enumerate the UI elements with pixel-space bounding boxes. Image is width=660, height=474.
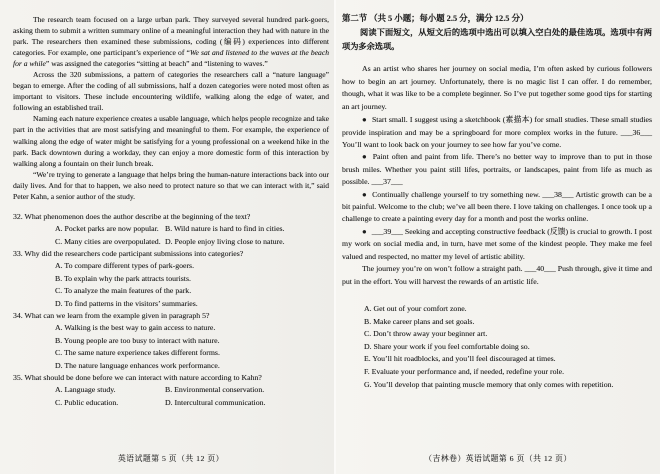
question-stem: 35. What should be done before we can interact with nature according to Kahn?	[13, 373, 262, 383]
cloze-option-list	[342, 303, 652, 391]
question-list	[13, 211, 329, 410]
passage-paragraph-3: Naming each nature experience creates a usable language, which helps people recognize and take part in the activities that are most satisfying and meaningful to them. For example, the experience of walking along the edge of water might be satisfying for a young professional on a weekend hike in the park. Back downtown during a workday, they can enjoy a more domestic form of this interaction by walking along a fountain on their lunch break.	[13, 114, 330, 168]
question-option: A. To compare different types of park-goers.	[55, 261, 195, 271]
question-options	[13, 384, 329, 409]
question-option: B. To explain why the park attracts tourists.	[55, 273, 191, 283]
question-32	[13, 211, 329, 248]
question-options	[13, 322, 329, 372]
cloze-bullet-4	[342, 226, 652, 263]
reading-passage	[13, 14, 329, 202]
question-option: A. Walking is the best way to gain access to nature.	[55, 323, 216, 333]
cloze-passage	[342, 63, 652, 289]
question-option: D. Intercultural communication.	[165, 397, 266, 407]
cloze-intro-paragraph: As an artist who shares her journey on social media, I’m often asked by curious followers how to begin an art journey. Unfortunately, there is no magic list I can offer. I do remember, though, what it was like to be a complete beginner. So I’ve put together some good tips for starting an art journey.	[342, 63, 652, 112]
cloze-option-g: G. You’ll develop that painting muscle memory that only comes with repetition.	[364, 379, 614, 389]
paragraph-text: The research team focused on a large urban park. They surveyed several hundred park-goers, asking them to submit a written summary online of a meaningful interaction they had with nature in the park. The researchers then examined these submissions, coding (编码) experiences into different categories. For example, one participant’s experience of “	[13, 15, 329, 58]
question-option: D. To find patterns in the visitors’ summaries.	[55, 298, 198, 308]
bullet-icon: ●	[362, 152, 368, 162]
question-option: C. Many cities are overpopulated.	[55, 236, 161, 246]
section-instructions: 阅读下面短文，从短文后的选项中选出可以填入空白处的最佳选项。选项中有两项为多余选项。	[342, 28, 652, 51]
question-33	[13, 248, 329, 310]
paragraph-text: ” was assigned the categories “sitting at beach” and “listening to waves.”	[45, 59, 268, 69]
cloze-bullet-3	[342, 189, 652, 226]
section-heading: 第二节 （共 5 小题；每小题 2.5 分，满分 12.5 分）	[342, 14, 529, 23]
question-option: D. People enjoy living close to nature.	[165, 236, 285, 246]
passage-paragraph-2: Across the 320 submissions, a pattern of categories the researchers call a “nature language” began to emerge. After the coding of all submissions, half a dozen categories were noted most often as important to visitors. These include encountering wildlife, walking along the edge of water, and following an established trail.	[13, 70, 329, 113]
page-footer-left: 英语试题第 5 页（共 12 页）	[118, 454, 224, 463]
cloze-option-e: E. You’ll hit roadblocks, and you’ll feel discouraged at times.	[364, 354, 556, 364]
bullet-text: Continually challenge yourself to try something new. ___38___ Artistic growth can be a bit painful. Welcome to the club; we’ve all been there. I love taking on challenges. I once took up a challenge to create a painting every day for a month and post the works online.	[342, 189, 652, 224]
question-34	[13, 310, 329, 372]
question-option: B. Young people are too busy to interact with nature.	[55, 335, 220, 345]
quoted-example-italic: We sat and listened to the waves at the beach for a while	[13, 48, 330, 69]
cloze-option-b: B. Make career plans and set goals.	[364, 316, 475, 326]
page-footer-right: （吉林卷）英语试题第 6 页（共 12 页）	[424, 454, 572, 463]
question-option: D. The nature language enhances work performance.	[55, 360, 220, 370]
question-options	[13, 223, 329, 248]
question-stem: 32. What phenomenon does the author describe at the beginning of the text?	[13, 211, 251, 221]
bullet-icon: ●	[362, 189, 368, 199]
cloze-bullet-1	[342, 114, 652, 151]
question-options	[13, 260, 329, 310]
bullet-text: Paint often and paint from life. There’s no better way to improve than to put in those brush miles. Whether you paint still lifes, portraits, or landscapes, paint from life as much as possible. ___37___	[342, 152, 653, 187]
question-option: B. Wild nature is hard to find in cities.	[165, 224, 285, 234]
bullet-text: ___39___ Seeking and accepting constructive feedback (反馈) is crucial to growth. I post my work on social media and, in turn, have met some of the kindest people. They make me feel valued and respected, no matter my level of artistic ability.	[342, 226, 652, 261]
bullet-text: Start small. I suggest using a sketchbook (素描本) for small studies. These small studies provide inspiration and may be a springboard for more complex works in the future. ___36___ You’ll want to look back on your journey to see how far you’ve come.	[342, 115, 652, 150]
question-option: C. The same nature experience takes different forms.	[55, 348, 220, 358]
bullet-icon: ●	[362, 226, 367, 236]
passage-paragraph-1	[13, 14, 329, 69]
passage-paragraph-4: “We’re trying to generate a language that helps bring the human-nature interactions back into our daily lives. And for that to happen, we also need to protect nature so that we can interact with it,” said Peter Kahn, a senior author of the study.	[13, 169, 329, 201]
question-stem: 34. What can we learn from the example given in paragraph 5?	[13, 311, 210, 321]
cloze-option-f: F. Evaluate your performance and, if needed, redefine your role.	[364, 367, 565, 377]
question-option: A. Language study.	[55, 385, 116, 395]
cloze-option-d: D. Share your work if you feel comfortable doing so.	[364, 341, 530, 351]
question-stem: 33. Why did the researchers code participant submissions into categories?	[13, 249, 244, 259]
cloze-bullet-2	[342, 151, 652, 188]
cloze-closing-paragraph: The journey you’re on won’t follow a straight path. ___40___ Push through, give it time and put in the effort. You will harvest the rewards of an artistic life.	[342, 264, 652, 286]
question-option: A. Pocket parks are now popular.	[55, 224, 159, 234]
question-option: C. To analyze the main features of the park.	[55, 286, 192, 296]
cloze-option-a: A. Get out of your comfort zone.	[364, 304, 467, 314]
bullet-icon: ●	[362, 115, 367, 125]
question-option: C. Public education.	[55, 397, 119, 407]
exam-page-6	[334, 0, 660, 474]
cloze-option-c: C. Don’t throw away your beginner art.	[364, 329, 488, 339]
question-option: B. Environmental conservation.	[165, 385, 265, 395]
question-35	[13, 372, 329, 409]
